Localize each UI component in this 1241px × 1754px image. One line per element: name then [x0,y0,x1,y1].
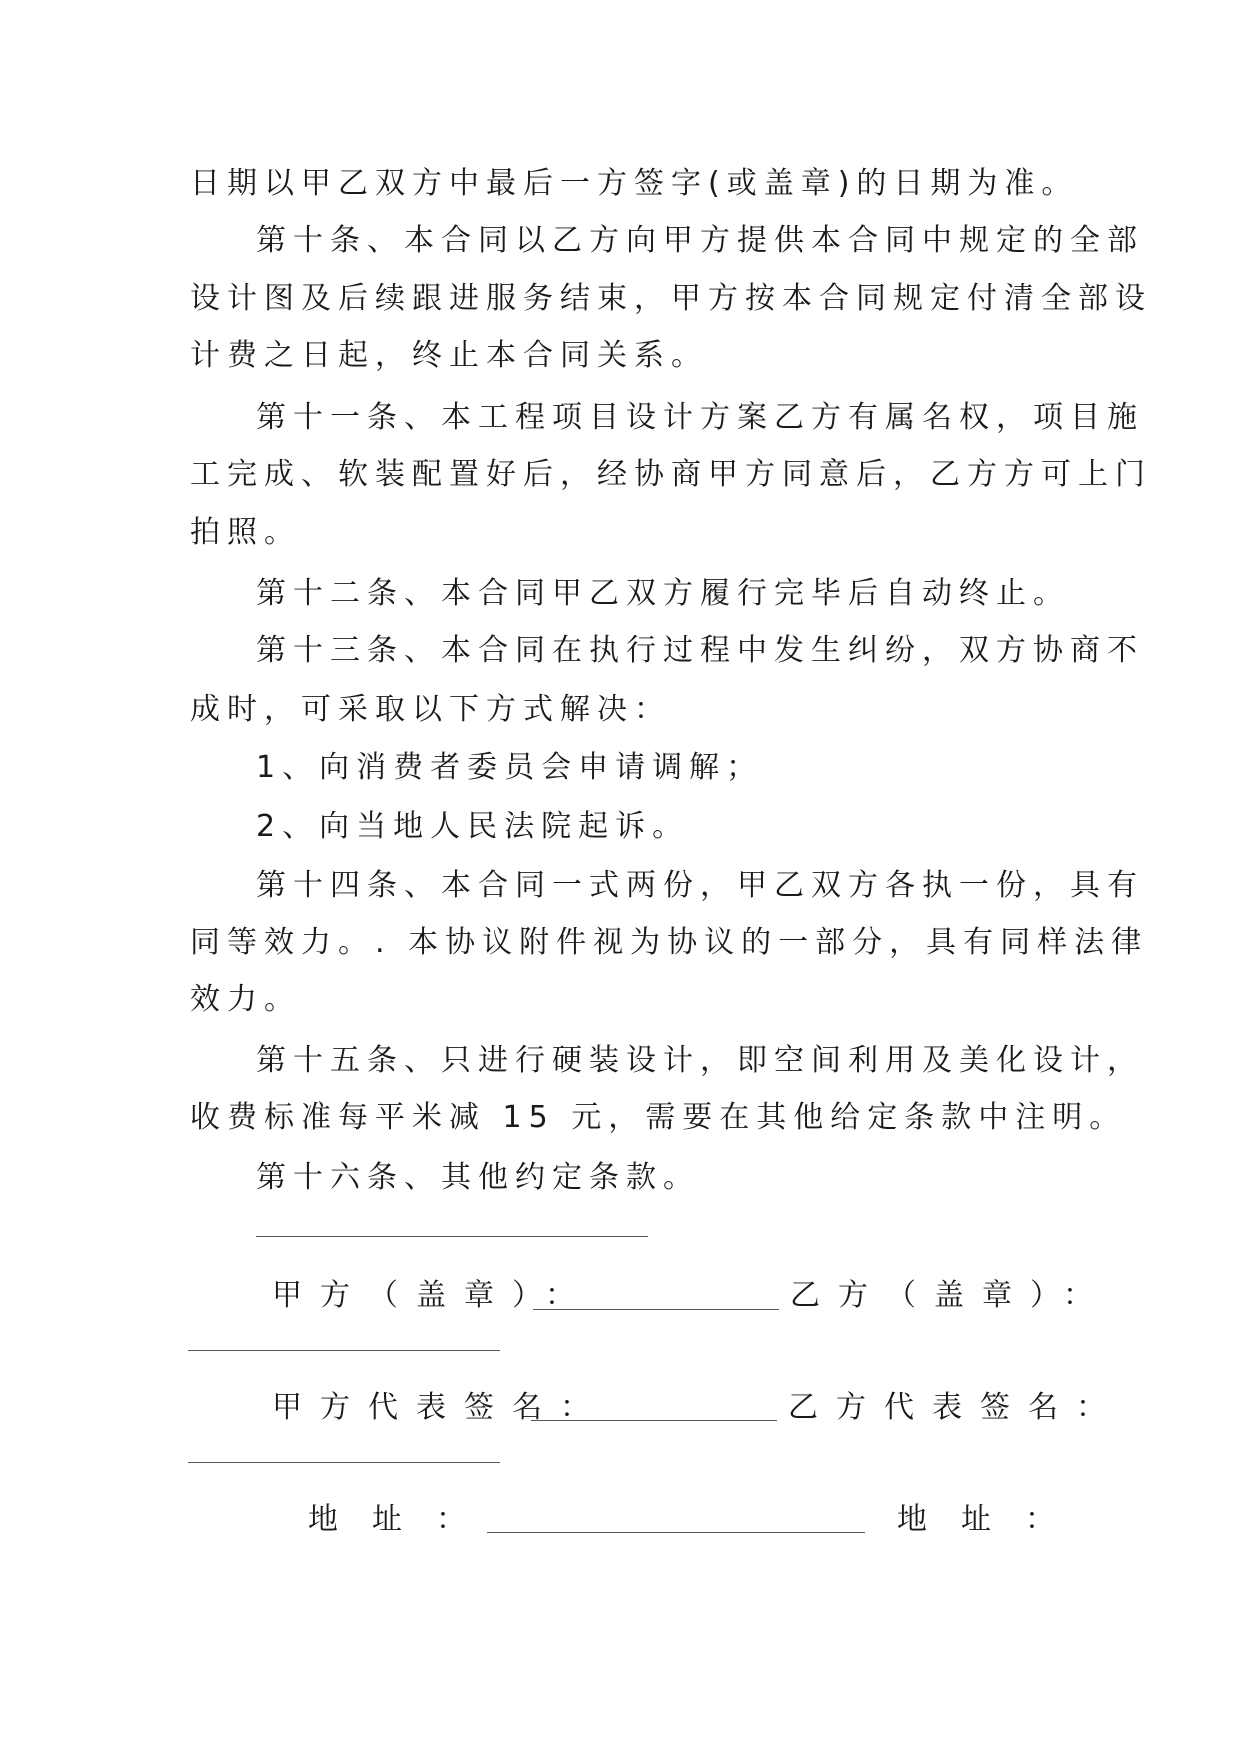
other-terms-blank-line [256,1236,648,1237]
party-a-seal-blank-line [533,1309,779,1310]
paragraph-line: 效力。 [190,982,301,1017]
party-b-address-label: 地址： [897,1502,1089,1537]
paragraph-line: 第十六条、其他约定条款。 [256,1160,700,1195]
paragraph-line: 第十条、本合同以乙方向甲方提供本合同中规定的全部 [256,223,1144,258]
paragraph-line: 1、向消费者委员会申请调解； [256,750,764,785]
paragraph-line: 第十二条、本合同甲乙双方履行完毕后自动终止。 [256,576,1070,611]
paragraph-line: 同等效力。. 本协议附件视为协议的一部分，具有同样法律 [190,925,1149,960]
party-a-address-blank-line [487,1532,865,1533]
party-a-address-label: 地址： [308,1502,500,1537]
party-b-representative-label: 乙方代表签名： [788,1390,1124,1425]
paragraph-line: 成时，可采取以下方式解决： [190,692,671,727]
paragraph-line: 计费之日起，终止本合同关系。 [190,338,708,373]
paragraph-line: 拍照。 [190,515,301,550]
party-a-seal-label: 甲方（盖章）： [272,1278,593,1313]
party-b-seal-label: 乙方（盖章）： [790,1278,1111,1313]
paragraph-line: 第十四条、本合同一式两份，甲乙双方各执一份，具有 [256,868,1144,903]
paragraph-line: 第十一条、本工程项目设计方案乙方有属名权，项目施 [256,400,1144,435]
paragraph-line: 日期以甲乙双方中最后一方签字(或盖章)的日期为准。 [190,166,1079,201]
party-b-representative-blank-line [188,1462,500,1463]
paragraph-line: 设计图及后续跟进服务结束，甲方按本合同规定付清全部设 [190,281,1152,316]
party-b-seal-blank-line [188,1350,500,1351]
party-a-representative-blank-line [531,1420,777,1421]
paragraph-line: 第十三条、本合同在执行过程中发生纠纷，双方协商不 [256,633,1144,668]
paragraph-line: 第十五条、只进行硬装设计，即空间利用及美化设计， [256,1043,1144,1078]
party-a-representative-label: 甲方代表签名： [272,1390,608,1425]
paragraph-line: 工完成、软装配置好后，经协商甲方同意后，乙方方可上门 [190,457,1152,492]
paragraph-line: 收费标准每平米减 15 元，需要在其他给定条款中注明。 [190,1100,1127,1135]
paragraph-line: 2、向当地人民法院起诉。 [256,809,690,844]
